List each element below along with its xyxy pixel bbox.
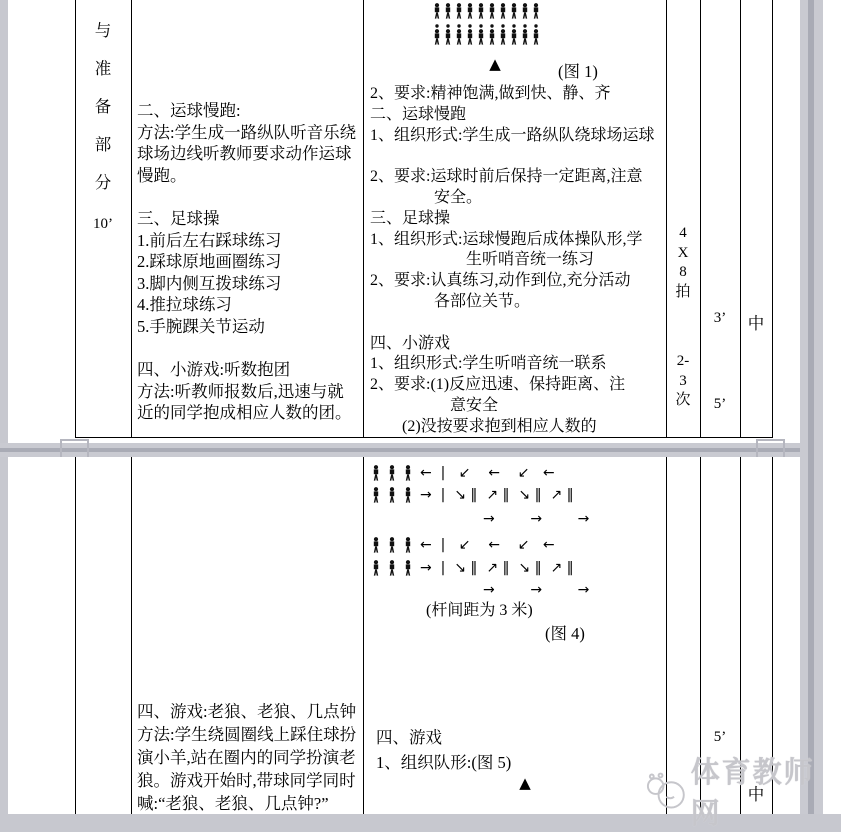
organization-line: 三、足球操 <box>370 209 451 227</box>
site-watermark <box>645 750 841 832</box>
table-border-vertical <box>75 457 76 814</box>
content-line: 3.脚内侧互拨球练习 <box>137 273 282 293</box>
person-icon <box>476 3 486 19</box>
person-icon <box>520 3 530 19</box>
person-icon <box>387 465 397 481</box>
time-value: 5’ <box>713 729 727 745</box>
content-line: 4.推拉球练习 <box>137 295 232 315</box>
person-icon <box>476 24 486 45</box>
person-icon <box>454 24 464 45</box>
organization-line: 生听哨音统一练习 <box>370 251 595 269</box>
drill-symbols: ← | ↙ ← ↙ ← <box>420 465 555 481</box>
beat-line: 4 <box>679 225 687 241</box>
person-icon <box>432 24 442 45</box>
organization-line: 2、要求:(1)反应迅速、保持距离、注 <box>370 376 626 394</box>
organization-line: 安全。 <box>370 188 483 206</box>
content-line: 三、足球操 <box>137 208 220 228</box>
organization-line: 四、小游戏 <box>370 334 451 352</box>
person-icon <box>531 3 541 19</box>
content-line: 喊:“老狼、老狼、几点钟?” <box>137 794 329 813</box>
organization-column-text <box>376 725 666 775</box>
person-icon <box>498 24 508 45</box>
figure4-row <box>371 487 574 503</box>
person-group <box>371 560 413 576</box>
person-icon <box>498 3 508 19</box>
person-icon <box>432 3 442 19</box>
figure4-caption: (图 4) <box>545 624 585 643</box>
organization-line: 1、组织形式:学生听哨音统一联系 <box>370 355 607 373</box>
organization-line <box>370 313 664 334</box>
person-icon <box>387 537 397 553</box>
person-group <box>371 465 413 481</box>
organization-line: 2、要求:认真练习,动作到位,充分活动 <box>370 272 631 290</box>
content-line: 狼。游戏开始时,带球同学同时 <box>137 771 356 790</box>
figure4-row <box>371 511 589 527</box>
figure1-row <box>432 3 602 19</box>
person-group <box>371 487 413 503</box>
intensity-value: 中 <box>747 785 765 804</box>
table-border-vertical <box>131 457 132 814</box>
person-icon <box>443 24 453 45</box>
organization-line <box>370 146 664 167</box>
page-margin-mark <box>756 439 785 459</box>
content-line <box>137 338 363 360</box>
person-icon <box>371 560 381 576</box>
page-margin-mark <box>60 439 89 459</box>
watermark-mascot-icon <box>645 770 688 812</box>
content-line: 1.前后左右踩球练习 <box>137 230 282 250</box>
content-line: 方法:听教师报数后,迅速与就 <box>137 381 344 401</box>
organization-column-text <box>370 84 664 438</box>
table-border-vertical <box>363 0 364 437</box>
table-border-vertical <box>700 0 701 437</box>
repetition-line: 3 <box>679 372 687 389</box>
phase-char: 与 <box>94 21 112 40</box>
page-gap <box>0 443 841 457</box>
content-line: 近的同学抱成相应人数的团。 <box>137 403 352 423</box>
table-border-vertical <box>131 0 132 437</box>
person-icon <box>403 537 413 553</box>
beat-line: 拍 <box>675 283 691 300</box>
drill-symbols: ← | ↙ ← ↙ ← <box>420 537 555 553</box>
organization-line: 2、要求:精神饱满,做到快、静、齐 <box>370 85 611 102</box>
figure1-formation-diagram <box>432 3 602 45</box>
intensity-value: 中 <box>747 314 765 333</box>
person-icon <box>509 3 519 19</box>
content-line <box>137 186 363 208</box>
page-gap-vertical <box>800 0 823 814</box>
person-icon <box>509 24 519 45</box>
repetition-line: 2- <box>676 353 690 369</box>
drill-symbols: → | ↘ ‖ ↗ ‖ ↘ ‖ ↗ ‖ <box>420 560 574 576</box>
organization-line: 1、组织形式:学生成一路纵队绕球场运球 <box>370 126 655 144</box>
person-icon <box>387 560 397 576</box>
content-line: 二、运球慢跑: <box>137 101 241 120</box>
time-value: 3’ <box>713 310 727 326</box>
table-border-vertical <box>772 0 773 437</box>
beats-count <box>666 224 700 302</box>
person-icon <box>387 487 397 503</box>
content-column-text <box>137 100 363 424</box>
figure4-note: (杆间距为 3 米) <box>426 602 533 619</box>
content-line: 演小羊,站在圈内的同学扮演老 <box>137 748 356 767</box>
content-line: 方法:学生成一路纵队听音乐绕 <box>137 122 357 142</box>
time-value: 5’ <box>713 396 727 412</box>
person-icon <box>487 3 497 19</box>
organization-line: 意安全 <box>370 396 499 414</box>
content-line: 2.踩球原地画圈练习 <box>137 252 282 272</box>
person-icon <box>487 24 497 45</box>
person-icon <box>443 3 453 19</box>
person-icon <box>403 487 413 503</box>
document-page-1 <box>8 0 800 443</box>
organization-line: 1、组织队形:(图 5) <box>376 753 512 772</box>
person-icon <box>403 560 413 576</box>
drill-symbols: → → → <box>483 511 590 527</box>
person-icon <box>371 487 381 503</box>
phase-char: 分 <box>94 173 112 192</box>
adjacent-page-edge <box>823 0 841 814</box>
person-icon <box>454 3 464 19</box>
teacher-position-marker: ▲ <box>519 774 531 792</box>
table-border-vertical <box>740 0 741 437</box>
figure4-row <box>371 560 574 576</box>
content-line: 四、游戏:老狼、老狼、几点钟 <box>137 702 357 721</box>
person-group <box>371 537 413 553</box>
phase-char: 部 <box>94 135 112 154</box>
phase-duration: 10’ <box>93 216 113 232</box>
content-line: 四、小游戏:听数抱团 <box>137 360 291 380</box>
content-column-text <box>137 700 365 814</box>
organization-line: 二、运球慢跑 <box>370 105 467 123</box>
watermark-text: 体育教师网 <box>690 757 815 830</box>
person-icon <box>520 24 530 45</box>
organization-line: 1、组织形式:运球慢跑后成体操队形,学 <box>370 230 643 248</box>
figure4-row <box>371 465 555 481</box>
figure1-row <box>432 24 602 45</box>
person-icon <box>403 465 413 481</box>
teacher-position-marker: ▲ <box>489 55 501 73</box>
figure4-row <box>371 582 589 598</box>
person-icon <box>371 465 381 481</box>
figure1-caption: (图 1) <box>558 62 598 81</box>
phase-column-label <box>75 12 131 202</box>
person-icon <box>465 3 475 19</box>
content-line: 慢跑。 <box>137 165 187 185</box>
drill-symbols: → → → <box>483 582 590 598</box>
organization-line: 各部位关节。 <box>370 292 531 310</box>
person-icon <box>531 24 541 45</box>
content-line: 球场边线听教师要求动作运球 <box>137 144 352 164</box>
organization-line: 2、要求:运球时前后保持一定距离,注意 <box>370 168 643 186</box>
beat-line: 8 <box>679 264 687 280</box>
phase-char: 准 <box>94 59 112 78</box>
repetition-line: 次 <box>675 392 691 408</box>
person-icon <box>371 537 381 553</box>
organization-line: 四、游戏 <box>376 728 442 747</box>
content-line: 5.手腕踝关节运动 <box>137 316 265 336</box>
content-line: 方法:学生绕圆圈线上踩住球扮 <box>137 725 357 744</box>
repetitions-count <box>666 352 700 411</box>
organization-line: (2)没按要求抱到相应人数的 <box>370 417 597 435</box>
beat-line: X <box>677 244 689 261</box>
drill-symbols: → | ↘ ‖ ↗ ‖ ↘ ‖ ↗ ‖ <box>420 487 574 503</box>
person-icon <box>465 24 475 45</box>
figure4-row <box>371 537 555 553</box>
phase-char: 备 <box>94 97 112 116</box>
